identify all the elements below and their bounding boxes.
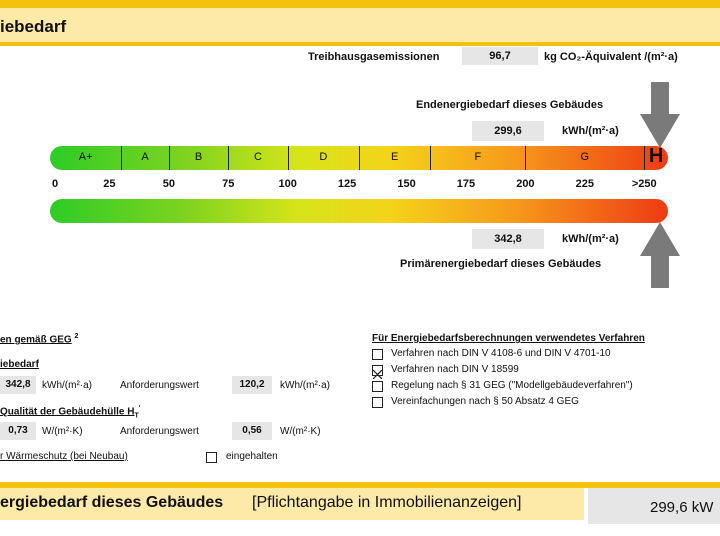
thermal-protection-checkbox[interactable] (206, 452, 217, 463)
scale-divider (288, 146, 289, 170)
method-option-label: Regelung nach § 31 GEG ("Modellgebäudeverfahren") (391, 380, 633, 391)
envelope-requirement-value: 0,56 (232, 422, 272, 440)
primary-demand-unit: kWh/(m²·a) (42, 380, 92, 391)
page-title: iebedarf (0, 17, 67, 36)
emissions-label: Treibhausgasemissionen (308, 51, 440, 63)
geg-section-title-text: en gemäß GEG (0, 334, 72, 346)
energy-class-f: F (474, 151, 482, 163)
scale-tick-label: >250 (631, 178, 657, 190)
energy-class-d: D (319, 151, 328, 163)
top-accent-bar (0, 0, 720, 8)
scale-divider (359, 146, 360, 170)
energy-class-aplus: A+ (78, 151, 93, 163)
primary-energy-label: Primärenergiebedarf dieses Gebäudes (400, 258, 602, 270)
scale-tick-label: 200 (516, 178, 535, 190)
energy-class-h: H (648, 146, 664, 167)
scale-divider (228, 146, 229, 170)
method-option-checkbox[interactable] (372, 349, 383, 360)
end-energy-label: Endenergiebedarf dieses Gebäudes (416, 99, 604, 111)
scale-tick-label: 0 (51, 178, 59, 190)
thermal-protection-subtitle: r Wärmeschutz (bei Neubau) (0, 451, 128, 462)
scale-divider (430, 146, 431, 170)
thermal-protection-check-label: eingehalten (226, 451, 278, 462)
scale-tick-label: 50 (162, 178, 175, 190)
primary-energy-arrow-icon (640, 222, 680, 288)
method-option-checkbox[interactable] (372, 397, 383, 408)
scale-divider (169, 146, 170, 170)
energy-class-g: G (580, 151, 590, 163)
footer-note: [Pflichtangabe in Immobilienanzeigen] (252, 494, 522, 511)
energy-class-a: A (141, 151, 149, 163)
method-option-checkbox[interactable] (372, 365, 383, 376)
emissions-value: 96,7 (462, 47, 538, 65)
method-option-checkbox[interactable] (372, 381, 383, 392)
envelope-requirement-label: Anforderungswert (120, 426, 199, 437)
footer-title: ergiebedarf dieses Gebäudes (0, 494, 224, 511)
emissions-unit: kg CO₂-Äquivalent /(m²·a) (544, 51, 678, 63)
scale-divider (121, 146, 122, 170)
method-title: Für Energiebedarfsberechnungen verwendetes Verfahren (372, 333, 645, 344)
scale-tick-label: 150 (397, 178, 416, 190)
envelope-requirement-unit: W/(m²·K) (280, 426, 321, 437)
method-option-label: Verfahren nach DIN V 4108-6 und DIN V 4701-10 (391, 348, 611, 359)
scale-divider (525, 146, 526, 170)
primary-energy-value: 342,8 (472, 229, 544, 249)
envelope-unit: W/(m²·K) (42, 426, 83, 437)
method-option-label: Vereinfachungen nach § 50 Absatz 4 GEG (391, 396, 579, 407)
envelope-quality-sub: T (134, 412, 139, 420)
envelope-quality-text: Qualität der Gebäudehülle H (0, 406, 135, 418)
envelope-quality-sup: ' (138, 405, 141, 412)
primary-requirement-unit: kWh/(m²·a) (280, 380, 330, 391)
scale-tick-label: 25 (103, 178, 116, 190)
geg-section-sup: 2 (74, 333, 79, 340)
primary-requirement-value: 120,2 (232, 376, 272, 394)
scale-tick-label: 75 (222, 178, 235, 190)
primary-demand-subtitle: iebedarf (0, 359, 39, 370)
footer-value: 299,6 kW (650, 499, 714, 516)
geg-section-title (0, 333, 78, 345)
scale-tick-label: 100 (278, 178, 297, 190)
primary-energy-unit: kWh/(m²·a) (562, 233, 619, 245)
scale-tick-label: 225 (575, 178, 594, 190)
energy-class-b: B (194, 151, 203, 163)
scale-divider (644, 146, 645, 170)
end-energy-value: 299,6 (472, 121, 544, 141)
primary-requirement-label: Anforderungswert (120, 380, 199, 391)
envelope-value: 0,73 (0, 422, 36, 440)
energy-scale-bar (50, 146, 668, 170)
scale-tick-label: 125 (337, 178, 357, 190)
energy-class-e: E (390, 151, 399, 163)
primary-energy-bar (50, 199, 668, 223)
method-option-label: Verfahren nach DIN V 18599 (391, 364, 519, 375)
energy-class-c: C (253, 151, 262, 163)
end-energy-arrow-icon (640, 82, 680, 148)
scale-tick-label: 175 (456, 178, 476, 190)
header-band (0, 8, 720, 46)
primary-demand-value: 342,8 (0, 376, 36, 394)
envelope-quality-subtitle (0, 405, 140, 419)
checked-x-icon (373, 370, 382, 379)
end-energy-unit: kWh/(m²·a) (562, 125, 619, 137)
